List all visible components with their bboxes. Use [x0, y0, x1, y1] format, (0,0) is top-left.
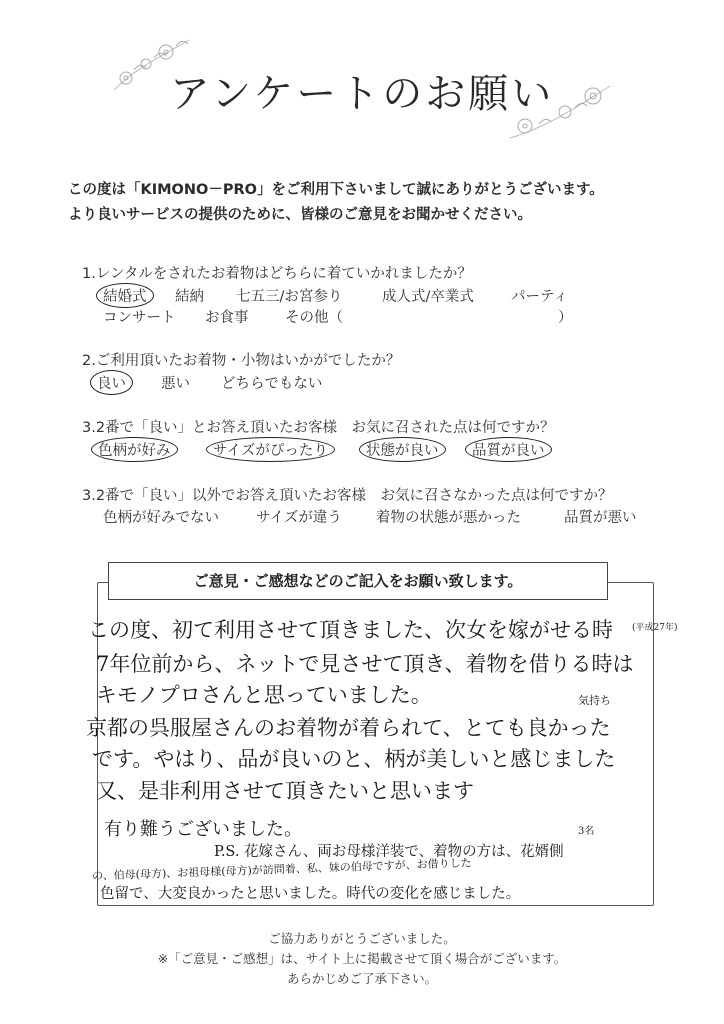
handwritten-line: 色留で、大変良かったと思いました。時代の変化を感じました。	[100, 886, 521, 902]
q2-option-neither[interactable]: どちらでもない	[221, 376, 323, 392]
q3-option-quality[interactable]: 品質が良い	[465, 437, 552, 462]
footer-note: ※「ご意見・ご感想」は、サイト上に掲載させて頂く場合がございます。	[157, 951, 567, 966]
q1-option-concert[interactable]: コンサート	[103, 310, 176, 326]
handwritten-line: 又、是非利用させて頂きたいと思います	[96, 779, 474, 803]
footer-note: あらかじめご了承下さい。	[286, 971, 437, 986]
q4-option-condition[interactable]: 着物の状態が悪かった	[376, 510, 521, 526]
handwritten-line: この度、初て利用させて頂きました、次女を嫁がせる時	[88, 618, 613, 642]
page-title: アンケートのお願い	[169, 71, 555, 117]
q1-other-close: ）	[558, 310, 573, 326]
handwritten-annotation: (平成27年)	[632, 623, 678, 633]
q3-option-pattern[interactable]: 色柄が好み	[91, 437, 178, 462]
handwritten-line: の、伯母(母方)、お祖母様(母方)が訪問着、私、妹の伯母ですが、お借りした	[91, 856, 472, 883]
handwritten-annotation: 気持ち	[578, 694, 611, 707]
comment-box-header: ご意見・ご感想などのご記入をお願い致します。	[108, 562, 608, 600]
q1-option-shichigosan[interactable]: 七五三/お宮参り	[236, 289, 343, 305]
handwritten-line: 京都の呉服屋さんのお着物が着られて、とても良かった	[86, 716, 611, 740]
handwritten-line: 有り難うございました。	[104, 819, 302, 840]
q1-option-dinner[interactable]: お食事	[205, 310, 249, 326]
q1-option-other[interactable]: その他（	[285, 310, 343, 326]
intro-line: より良いサービスの提供のために、皆様のご意見をお聞かせください。	[68, 207, 532, 223]
q1-option-wedding[interactable]: 結婚式	[96, 283, 154, 308]
q1-option-engagement[interactable]: 結納	[175, 289, 204, 305]
q4-option-size[interactable]: サイズが違う	[256, 510, 342, 526]
question-4: 3.2番で「良い」以外でお答え頂いたお客様 お気に召さなかった点は何ですか？	[82, 488, 613, 504]
footer-thanks: ご協力ありがとうございました。	[268, 931, 456, 946]
intro-text	[68, 178, 604, 228]
handwritten-line: P.S. 花嫁さん、両お母様洋装で、着物の方は、花婿側	[214, 844, 564, 860]
handwritten-line: キモノプロさんと思っていました。	[96, 683, 432, 707]
question-3: 3.2番で「良い」とお答え頂いたお客様 お気に召された点は何ですか？	[82, 420, 555, 436]
q3-option-condition[interactable]: 状態が良い	[359, 437, 446, 462]
q2-option-bad[interactable]: 悪い	[161, 376, 190, 392]
intro-line: この度は「KIMONO－PRO」をご利用下さいまして誠にありがとうございます。	[68, 182, 604, 198]
handwritten-annotation: 3名	[578, 826, 595, 837]
q3-option-size[interactable]: サイズがぴったり	[206, 437, 335, 462]
q4-option-quality[interactable]: 品質が悪い	[564, 510, 637, 526]
q1-option-coming-of-age[interactable]: 成人式/卒業式	[382, 289, 474, 305]
question-1: 1.レンタルをされたお着物はどちらに着ていかれましたか？	[82, 266, 472, 282]
q2-option-good[interactable]: 良い	[90, 370, 133, 395]
handwritten-line: 7年位前から、ネットで見させて頂き、着物を借りる時は	[96, 652, 634, 676]
handwritten-line: です。やはり、品が良いのと、柄が美しいと感じました	[92, 747, 616, 771]
q1-option-party[interactable]: パーティ	[511, 289, 568, 305]
question-2: 2.ご利用頂いたお着物・小物はいかがでしたか？	[82, 353, 401, 369]
q4-option-pattern[interactable]: 色柄が好みでない	[103, 510, 219, 526]
